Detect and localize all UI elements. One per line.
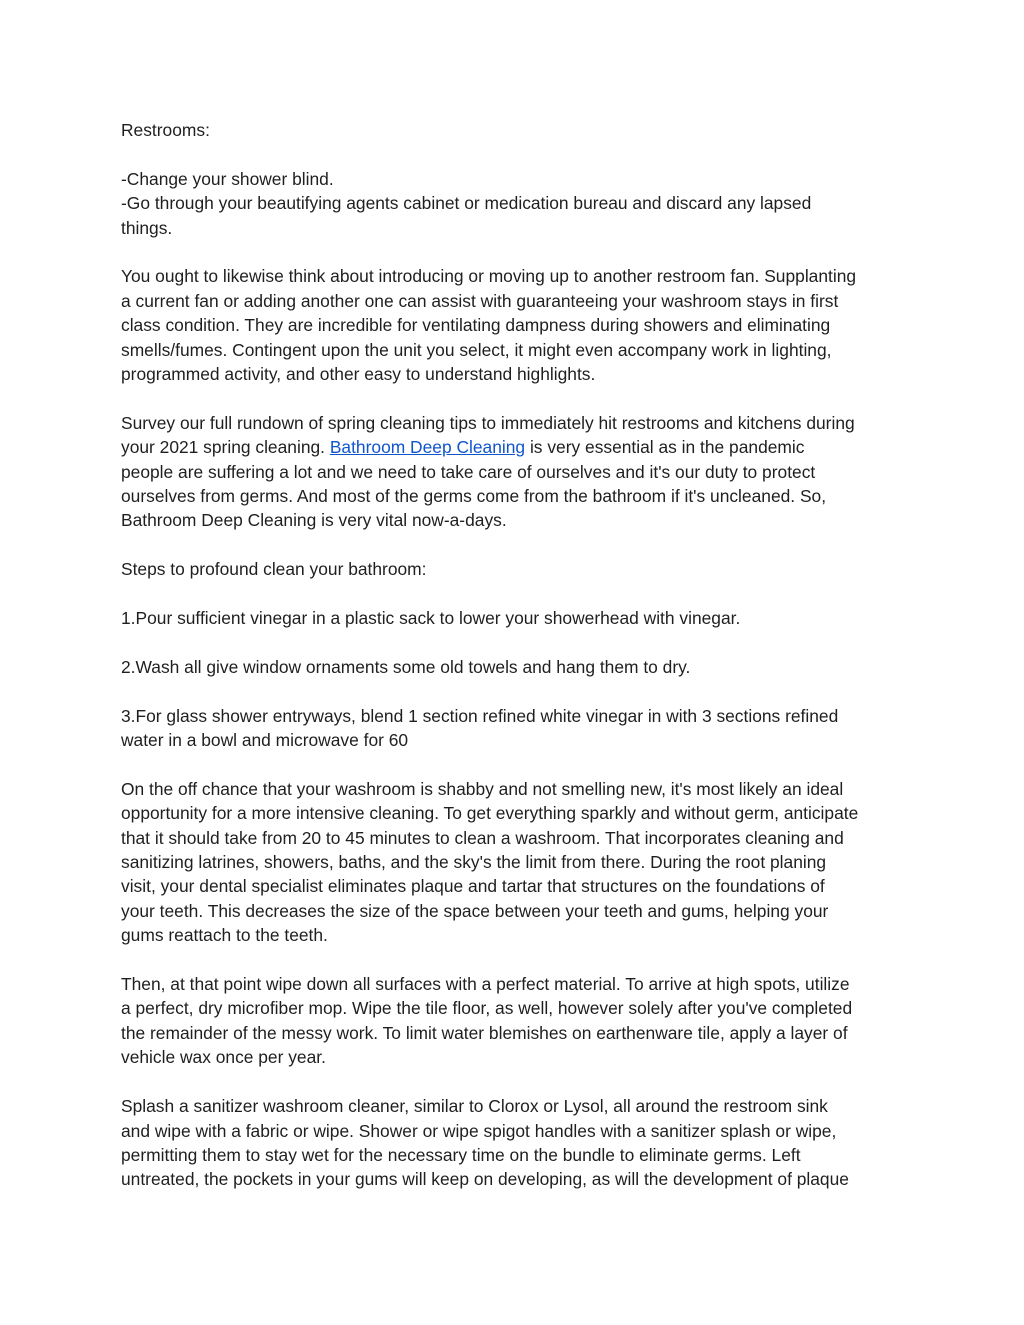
- text-line: gums reattach to the teeth.: [121, 925, 328, 946]
- text-line: smells/fumes. Contingent upon the unit you select, it might even accompany work in lighting,: [121, 339, 832, 360]
- text-line: the remainder of the messy work. To limit water blemishes on earthenware tile, apply a layer of: [121, 1022, 848, 1043]
- text-fragment: is very essential as in the pandemic: [525, 437, 805, 458]
- restroom-list: [121, 167, 921, 240]
- text-line: Steps to profound clean your bathroom:: [121, 559, 427, 580]
- fan-paragraph: [121, 264, 921, 386]
- text-line: programmed activity, and other easy to understand highlights.: [121, 364, 596, 385]
- heading-line: Restrooms:: [121, 120, 210, 140]
- text-line: and wipe with a fabric or wipe. Shower or wipe spigot handles with a sanitizer splash or wipe,: [121, 1120, 837, 1141]
- text-line: class condition. They are incredible for ventilating dampness during showers and eliminating: [121, 315, 831, 336]
- text-line: a current fan or adding another one can assist with guaranteeing your washroom stays in first: [121, 290, 839, 311]
- text-line: that it should take from 20 to 45 minutes to clean a washroom. That incorporates cleaning and: [121, 827, 844, 848]
- text-line: You ought to likewise think about introducing or moving up to another restroom fan. Supplanting: [121, 266, 857, 287]
- text-line: a perfect, dry microfiber mop. Wipe the tile floor, as well, however solely after you've completed: [121, 998, 853, 1019]
- text-line: 3.For glass shower entryways, blend 1 section refined white vinegar in with 3 sections refined: [121, 705, 839, 726]
- text-line: opportunity for a more intensive cleaning. To get everything sparkly and without germ, anticipate: [121, 803, 859, 824]
- list-item: -Go through your beautifying agents cabinet or medication bureau and discard any lapsed: [121, 193, 812, 214]
- text-line: visit, your dental specialist eliminates plaque and tartar that structures on the foundations of: [121, 876, 825, 897]
- text-line: Then, at that point wipe down all surfaces with a perfect material. To arrive at high spots, utilize: [121, 974, 850, 995]
- wipe-surfaces-paragraph: [121, 972, 921, 1070]
- text-fragment: your 2021 spring cleaning.: [121, 437, 330, 458]
- text-line: 1.Pour sufficient vinegar in a plastic sack to lower your showerhead with vinegar.: [121, 608, 741, 629]
- text-line: water in a bowl and microwave for 60: [121, 730, 409, 751]
- list-item: things.: [121, 217, 173, 238]
- text-line-with-link: [121, 435, 921, 459]
- document-page: [121, 118, 921, 1216]
- text-line: ourselves from germs. And most of the germs come from the bathroom if it's uncleaned. So,: [121, 486, 827, 507]
- step-3: [121, 704, 921, 753]
- text-line: your teeth. This decreases the size of the space between your teeth and gums, helping your: [121, 900, 829, 921]
- text-line: untreated, the pockets in your gums will keep on developing, as will the development of plaque: [121, 1169, 849, 1190]
- text-line: sanitizing latrines, showers, baths, and the sky's the limit from there. During the root planing: [121, 852, 827, 873]
- list-item: -Change your shower blind.: [121, 168, 334, 189]
- intensive-cleaning-paragraph: [121, 777, 921, 948]
- text-line: Bathroom Deep Cleaning is very vital now-a-days.: [121, 510, 507, 531]
- bathroom-deep-cleaning-link[interactable]: Bathroom Deep Cleaning: [329, 437, 526, 458]
- steps-heading: [121, 557, 921, 581]
- restrooms-heading: [121, 118, 921, 142]
- text-line: permitting them to stay wet for the necessary time on the bundle to eliminate germs. Left: [121, 1144, 801, 1165]
- step-1: [121, 606, 921, 630]
- text-line: Survey our full rundown of spring cleaning tips to immediately hit restrooms and kitchens during: [121, 412, 855, 433]
- text-line: people are suffering a lot and we need to take care of ourselves and it's our duty to protect: [121, 461, 816, 482]
- text-line: vehicle wax once per year.: [121, 1047, 326, 1068]
- text-line: 2.Wash all give window ornaments some old towels and hang them to dry.: [121, 656, 691, 677]
- text-line: On the off chance that your washroom is shabby and not smelling new, it's most likely an ideal: [121, 778, 844, 799]
- survey-paragraph: [121, 411, 921, 533]
- sanitizer-paragraph: [121, 1094, 921, 1192]
- step-2: [121, 655, 921, 679]
- text-line: Splash a sanitizer washroom cleaner, similar to Clorox or Lysol, all around the restroom sink: [121, 1096, 828, 1117]
